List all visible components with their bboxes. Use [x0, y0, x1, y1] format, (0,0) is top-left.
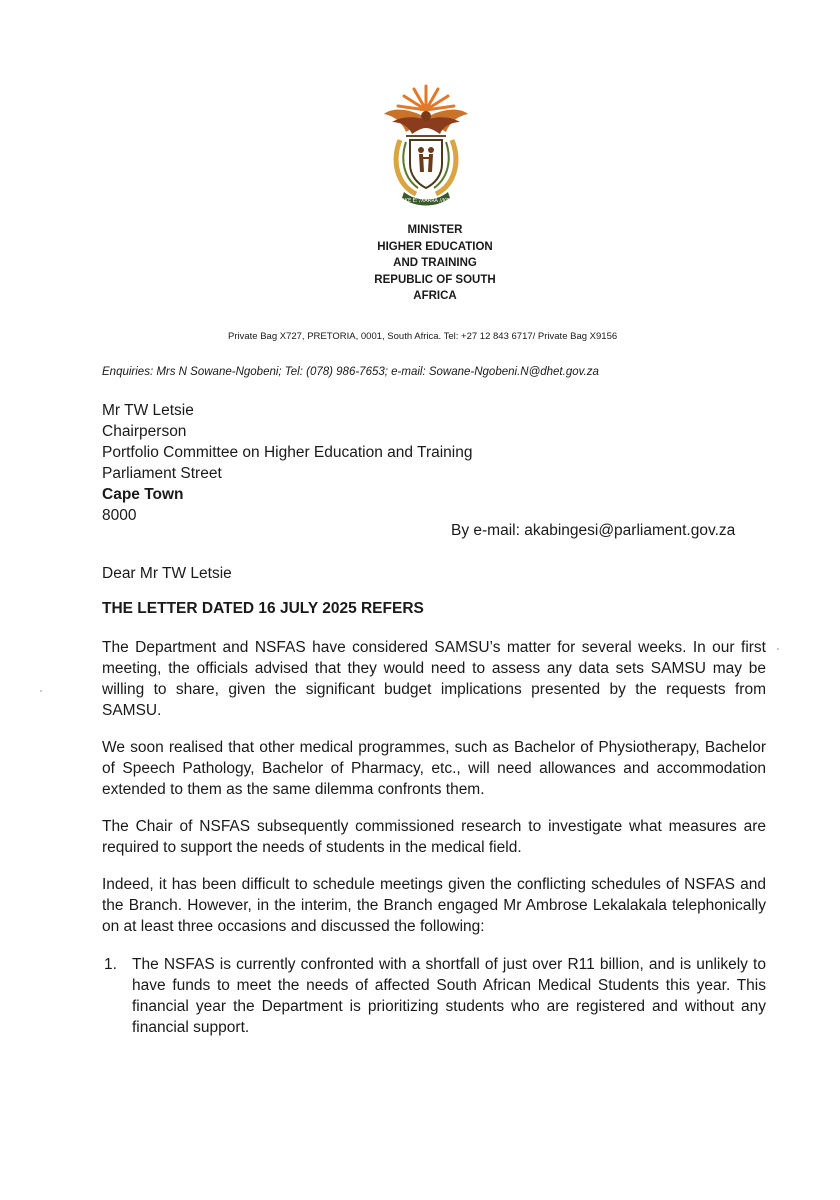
recipient-title: Chairperson	[102, 423, 187, 440]
paragraph: Indeed, it has been difficult to schedule meetings given the conflicting schedules of NSFAS and the Branch. However, in the interim, the Branch engaged Mr Ambrose Lekalakala telephonically on at least three occasions and discussed the following:	[102, 876, 766, 935]
salutation: Dear Mr TW Letsie	[102, 565, 232, 582]
ministry-line: AFRICA	[413, 290, 457, 302]
ministry-line: HIGHER EDUCATION	[377, 240, 493, 253]
ministry-line: MINISTER	[407, 224, 463, 236]
subject-heading: THE LETTER DATED 16 JULY 2025 REFERS	[102, 600, 424, 617]
paragraph: The Department and NSFAS have considered SAMSU’s matter for several weeks. In our first meeting, the officials advised that they would need to assess any data sets SAMSU may be willing to share, given the significant budget implications presented by the requests from SAMSU.	[102, 639, 766, 719]
paragraph: The Chair of NSFAS subsequently commissioned research to investigate what measures are required to support the needs of students in the medical field.	[102, 818, 766, 856]
list-item-number: 1.	[104, 956, 117, 973]
recipient-postal-code: 8000	[102, 507, 137, 524]
ministry-line: REPUBLIC OF SOUTH	[374, 273, 496, 286]
recipient-street: Parliament Street	[102, 465, 222, 482]
recipient-committee: Portfolio Committee on Higher Education and Training	[102, 444, 473, 461]
list-item-text: The NSFAS is currently confronted with a shortfall of just over R11 billion, and is unlikely to have funds to meet the needs of affected South African Medical Students this year. This financial year the Department is prioritizing students who are registered and without any financial support.	[132, 956, 766, 1036]
coat-of-arms-icon	[376, 80, 476, 210]
recipient-city: Cape Town	[102, 486, 184, 503]
recipient-address	[102, 400, 472, 526]
scan-artifact	[40, 690, 42, 692]
enquiries-line: Enquiries: Mrs N Sowane-Ngobeni; Tel: (078) 986-7653; e-mail: Sowane-Ngobeni.N@dhet.gov.za	[102, 366, 599, 378]
paragraph: We soon realised that other medical programmes, such as Bachelor of Physiotherapy, Bachelor of Speech Pathology, Bachelor of Pharmacy, etc., will need allowances and accommodation extended to them as the same dilemma confronts them.	[102, 739, 766, 798]
scan-artifact	[777, 648, 779, 650]
svg-text:!KE E: /XARRA //KE: !KE E: /XARRA //KE	[402, 198, 450, 204]
ministry-line: AND TRAINING	[393, 257, 477, 269]
by-email-line: By e-mail: akabingesi@parliament.gov.za	[451, 522, 736, 539]
recipient-name: Mr TW Letsie	[102, 402, 194, 419]
ministry-heading	[355, 222, 515, 305]
postal-address: Private Bag X727, PRETORIA, 0001, South Africa. Tel: +27 12 843 6717/ Private Bag X9156	[228, 331, 618, 342]
